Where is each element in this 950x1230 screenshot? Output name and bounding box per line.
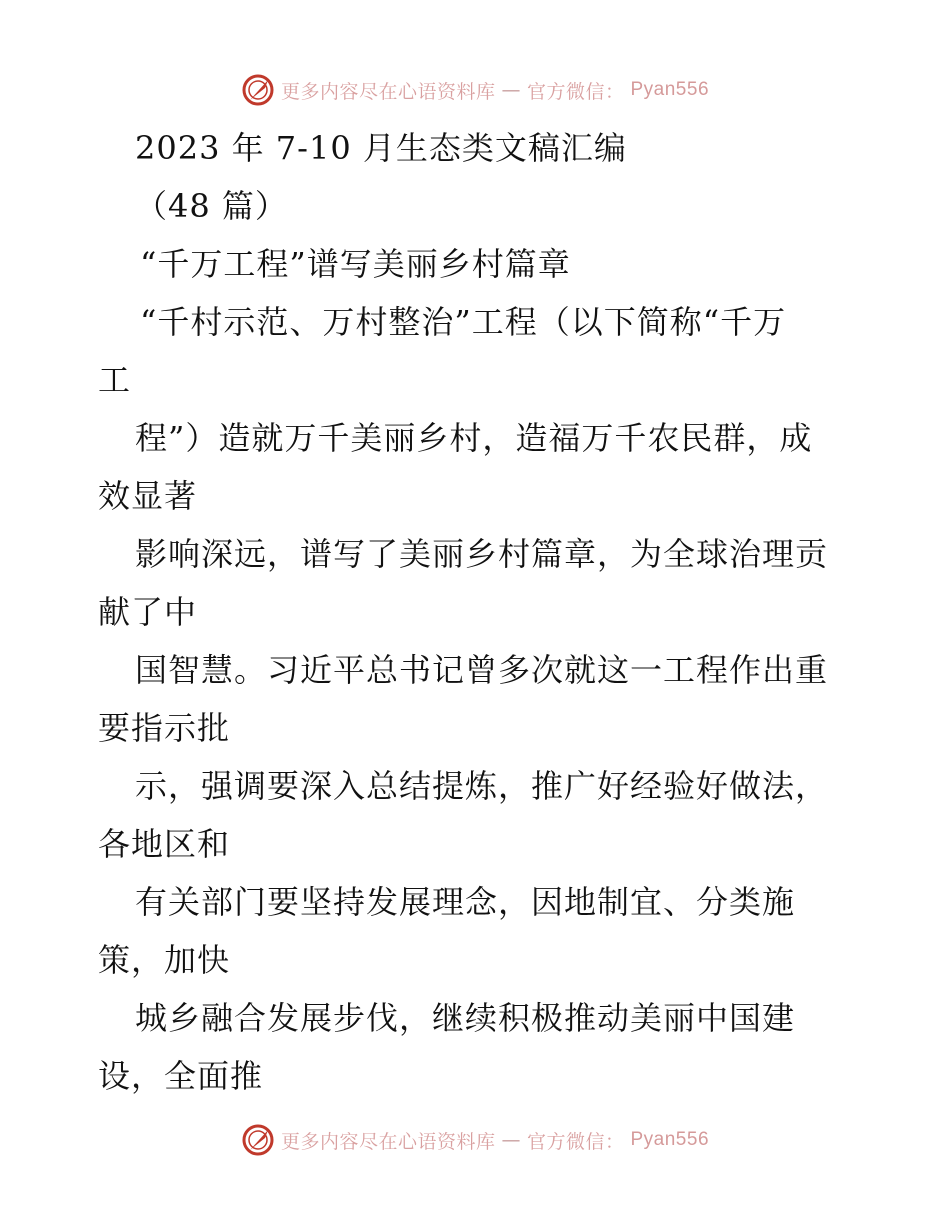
quill-pen-seal-icon [241, 73, 275, 107]
text-line: 工 [98, 361, 132, 399]
text-line: 各地区和 [98, 825, 231, 863]
header-watermark [0, 70, 950, 110]
watermark-wechat-id: Pyan556 [630, 79, 710, 100]
text-line: 献了中 [98, 593, 198, 631]
watermark-brand-text: 更多内容尽在心语资料库 [280, 1130, 496, 1153]
text-line: 国智慧。习近平总书记曾多次就这一工程作出重 [135, 651, 829, 689]
watermark-wechat-label: 官方微信： [526, 80, 625, 103]
footer-watermark [0, 1120, 950, 1160]
article-heading: “千万工程”谱写美丽乡村篇章 [140, 245, 571, 283]
text-line: 影响深远，谱写了美丽乡村篇章，为全球治理贡 [135, 535, 829, 573]
text-line: 效显著 [98, 477, 198, 515]
text-line: 城乡融合发展步伐，继续积极推动美丽中国建 [135, 999, 796, 1037]
document-title: 2023 年 7-10 月生态类文稿汇编 [135, 129, 627, 167]
document-subtitle: （48 篇） [135, 187, 288, 225]
text-line: 有关部门要坚持发展理念，因地制宜、分类施 [135, 883, 796, 921]
watermark-dash: — [501, 79, 521, 101]
text-line: 示，强调要深入总结提炼，推广好经验好做法， [135, 767, 829, 805]
quill-pen-seal-icon [241, 1123, 275, 1157]
text-line: 策，加快 [98, 941, 231, 979]
text-line: “千村示范、万村整治”工程（以下简称“千万 [140, 303, 787, 341]
watermark-wechat-id: Pyan556 [630, 1129, 710, 1150]
text-line: 程”）造就万千美丽乡村，造福万千农民群，成 [135, 419, 813, 457]
text-line: 设，全面推 [98, 1057, 264, 1095]
watermark-dash: — [501, 1129, 521, 1151]
watermark-brand-text: 更多内容尽在心语资料库 [280, 80, 496, 103]
text-line: 要指示批 [98, 709, 231, 747]
watermark-wechat-label: 官方微信： [526, 1130, 625, 1153]
